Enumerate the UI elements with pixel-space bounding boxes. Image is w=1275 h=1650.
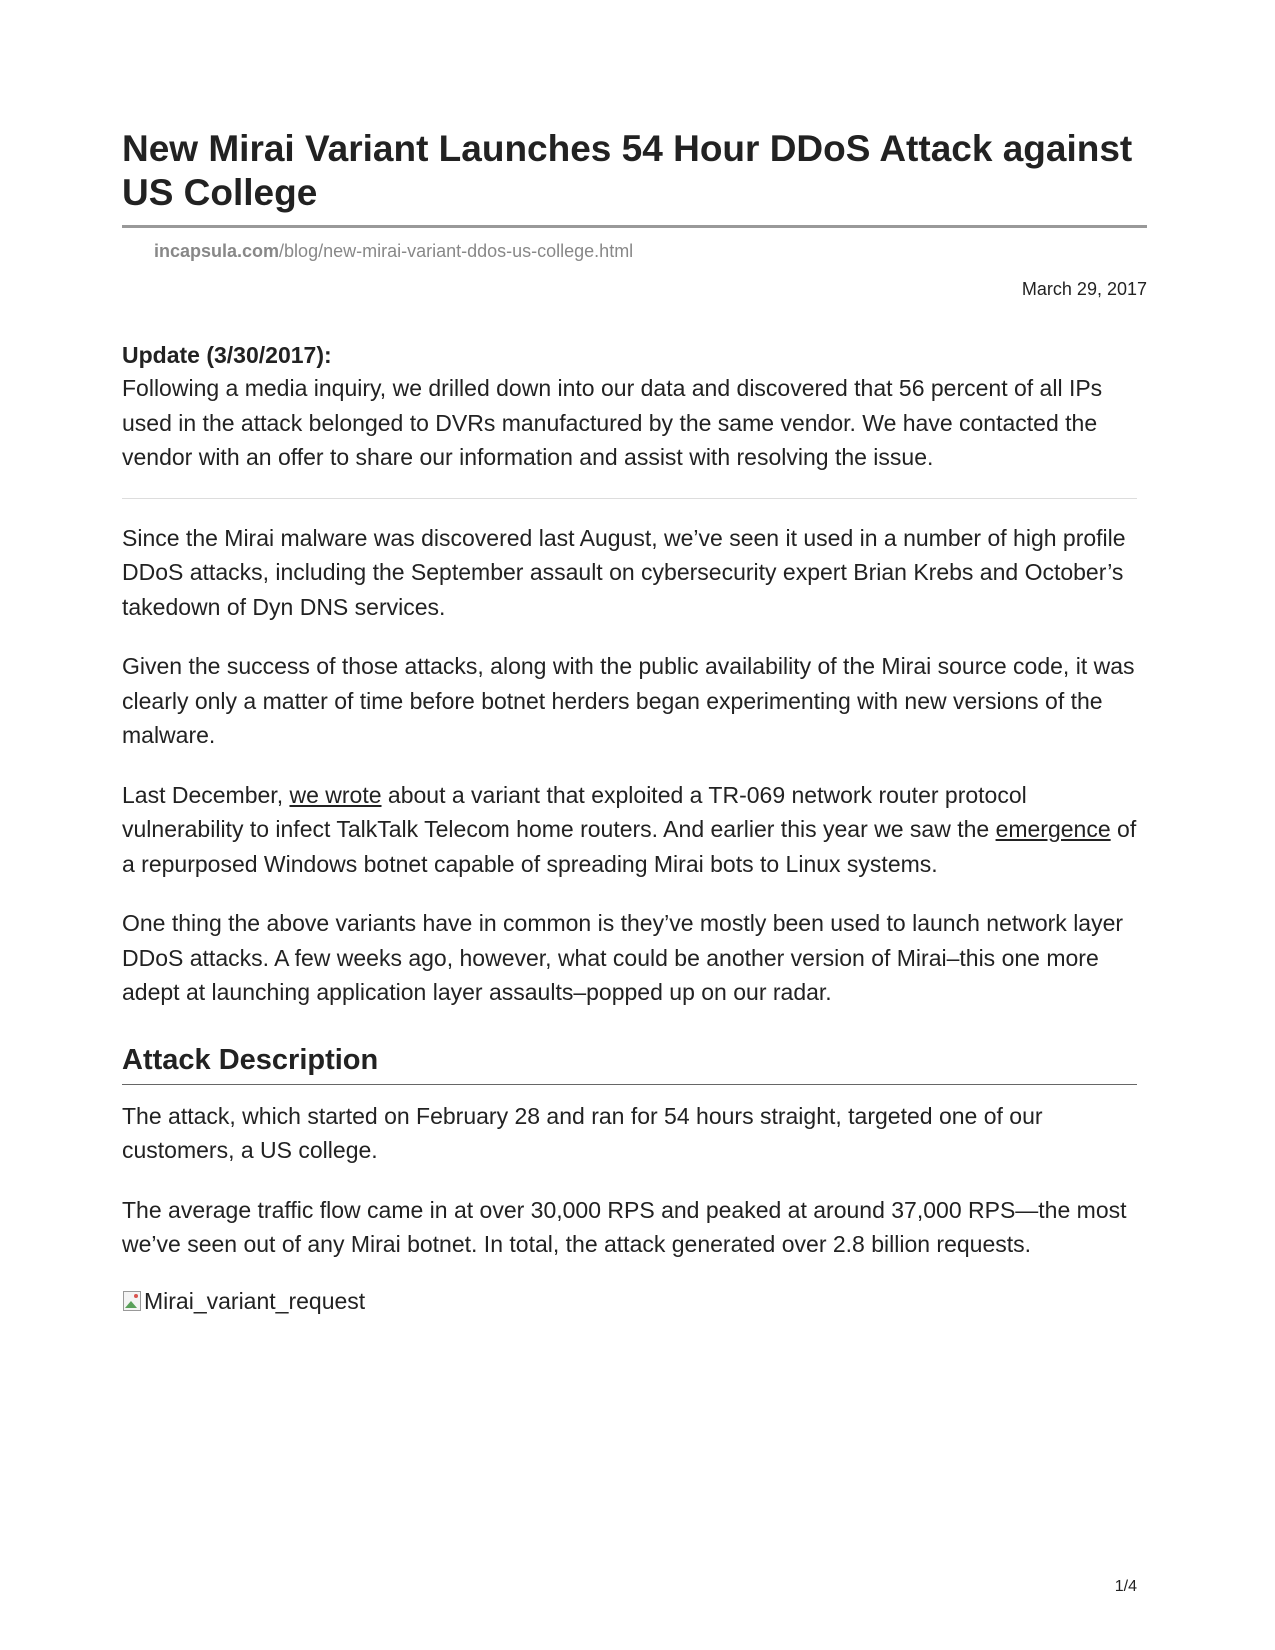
- page-number: 1/4: [1114, 1578, 1137, 1595]
- we-wrote-link[interactable]: we wrote: [289, 781, 382, 808]
- body-paragraph-2: Given the success of those attacks, along with the public availability of the Mirai source code, it was clearly only a matter of time before botnet herders began experimenting with new versions of the malware.: [122, 653, 1135, 748]
- section-heading-attack-description: Attack Description: [122, 1042, 1137, 1085]
- article-page: [122, 127, 1147, 1315]
- section-paragraph-2: The average traffic flow came in at over 30,000 RPS and peaked at around 37,000 RPS—the most we’ve seen out of any Mirai botnet. In total, the attack generated over 2.8 billion requests.: [122, 1196, 1127, 1257]
- image-alt-text: Mirai_variant_request: [144, 1287, 366, 1314]
- broken-image-icon: [122, 1290, 142, 1312]
- divider: [122, 498, 1137, 499]
- body-paragraph-3-part-2: about a variant that exploited a TR-069 network router protocol vulnerability to infect TalkTalk Telecom home routers. And earlier this year we saw the: [122, 781, 1027, 842]
- broken-image: [122, 1287, 1147, 1315]
- update-text: Following a media inquiry, we drilled down into our data and discovered that 56 percent of all IPs used in the attack belonged to DVRs manufactured by the same vendor. We have contacted the vendor with an offer to share our information and assist with resolving the issue.: [122, 375, 1103, 470]
- update-heading: Update (3/30/2017):: [122, 342, 332, 368]
- update-block: [122, 339, 1137, 475]
- source-url[interactable]: [154, 240, 1147, 262]
- body-paragraph-3-part-1: Last December,: [122, 781, 290, 808]
- publish-date: March 29, 2017: [1021, 279, 1147, 299]
- emergence-link[interactable]: emergence: [995, 816, 1111, 842]
- article-body: [122, 521, 1137, 1010]
- source-domain: incapsula.com: [154, 241, 280, 261]
- section-paragraph-1: The attack, which started on February 28 and ran for 54 hours straight, targeted one of our customers, a US college.: [122, 1102, 1043, 1163]
- article-title: New Mirai Variant Launches 54 Hour DDoS Attack against US College: [122, 127, 1147, 228]
- body-paragraph-4: One thing the above variants have in common is they’ve mostly been used to launch network layer DDoS attacks. A few weeks ago, however, what could be another version of Mirai–this one more adept at launching application layer assaults–popped up on our radar.: [122, 910, 1124, 1005]
- body-paragraph-1: Since the Mirai malware was discovered last August, we’ve seen it used in a number of high profile DDoS attacks, including the September assault on cybersecurity expert Brian Krebs and October’s takedown of Dyn DNS services.: [122, 524, 1126, 620]
- source-path: /blog/new-mirai-variant-ddos-us-college.html: [279, 241, 634, 261]
- body-paragraph-3-part-3: of a repurposed Windows botnet capable of spreading Mirai bots to Linux systems.: [122, 816, 1137, 877]
- section-body: [122, 1099, 1137, 1262]
- body-paragraph-3: [122, 778, 1137, 882]
